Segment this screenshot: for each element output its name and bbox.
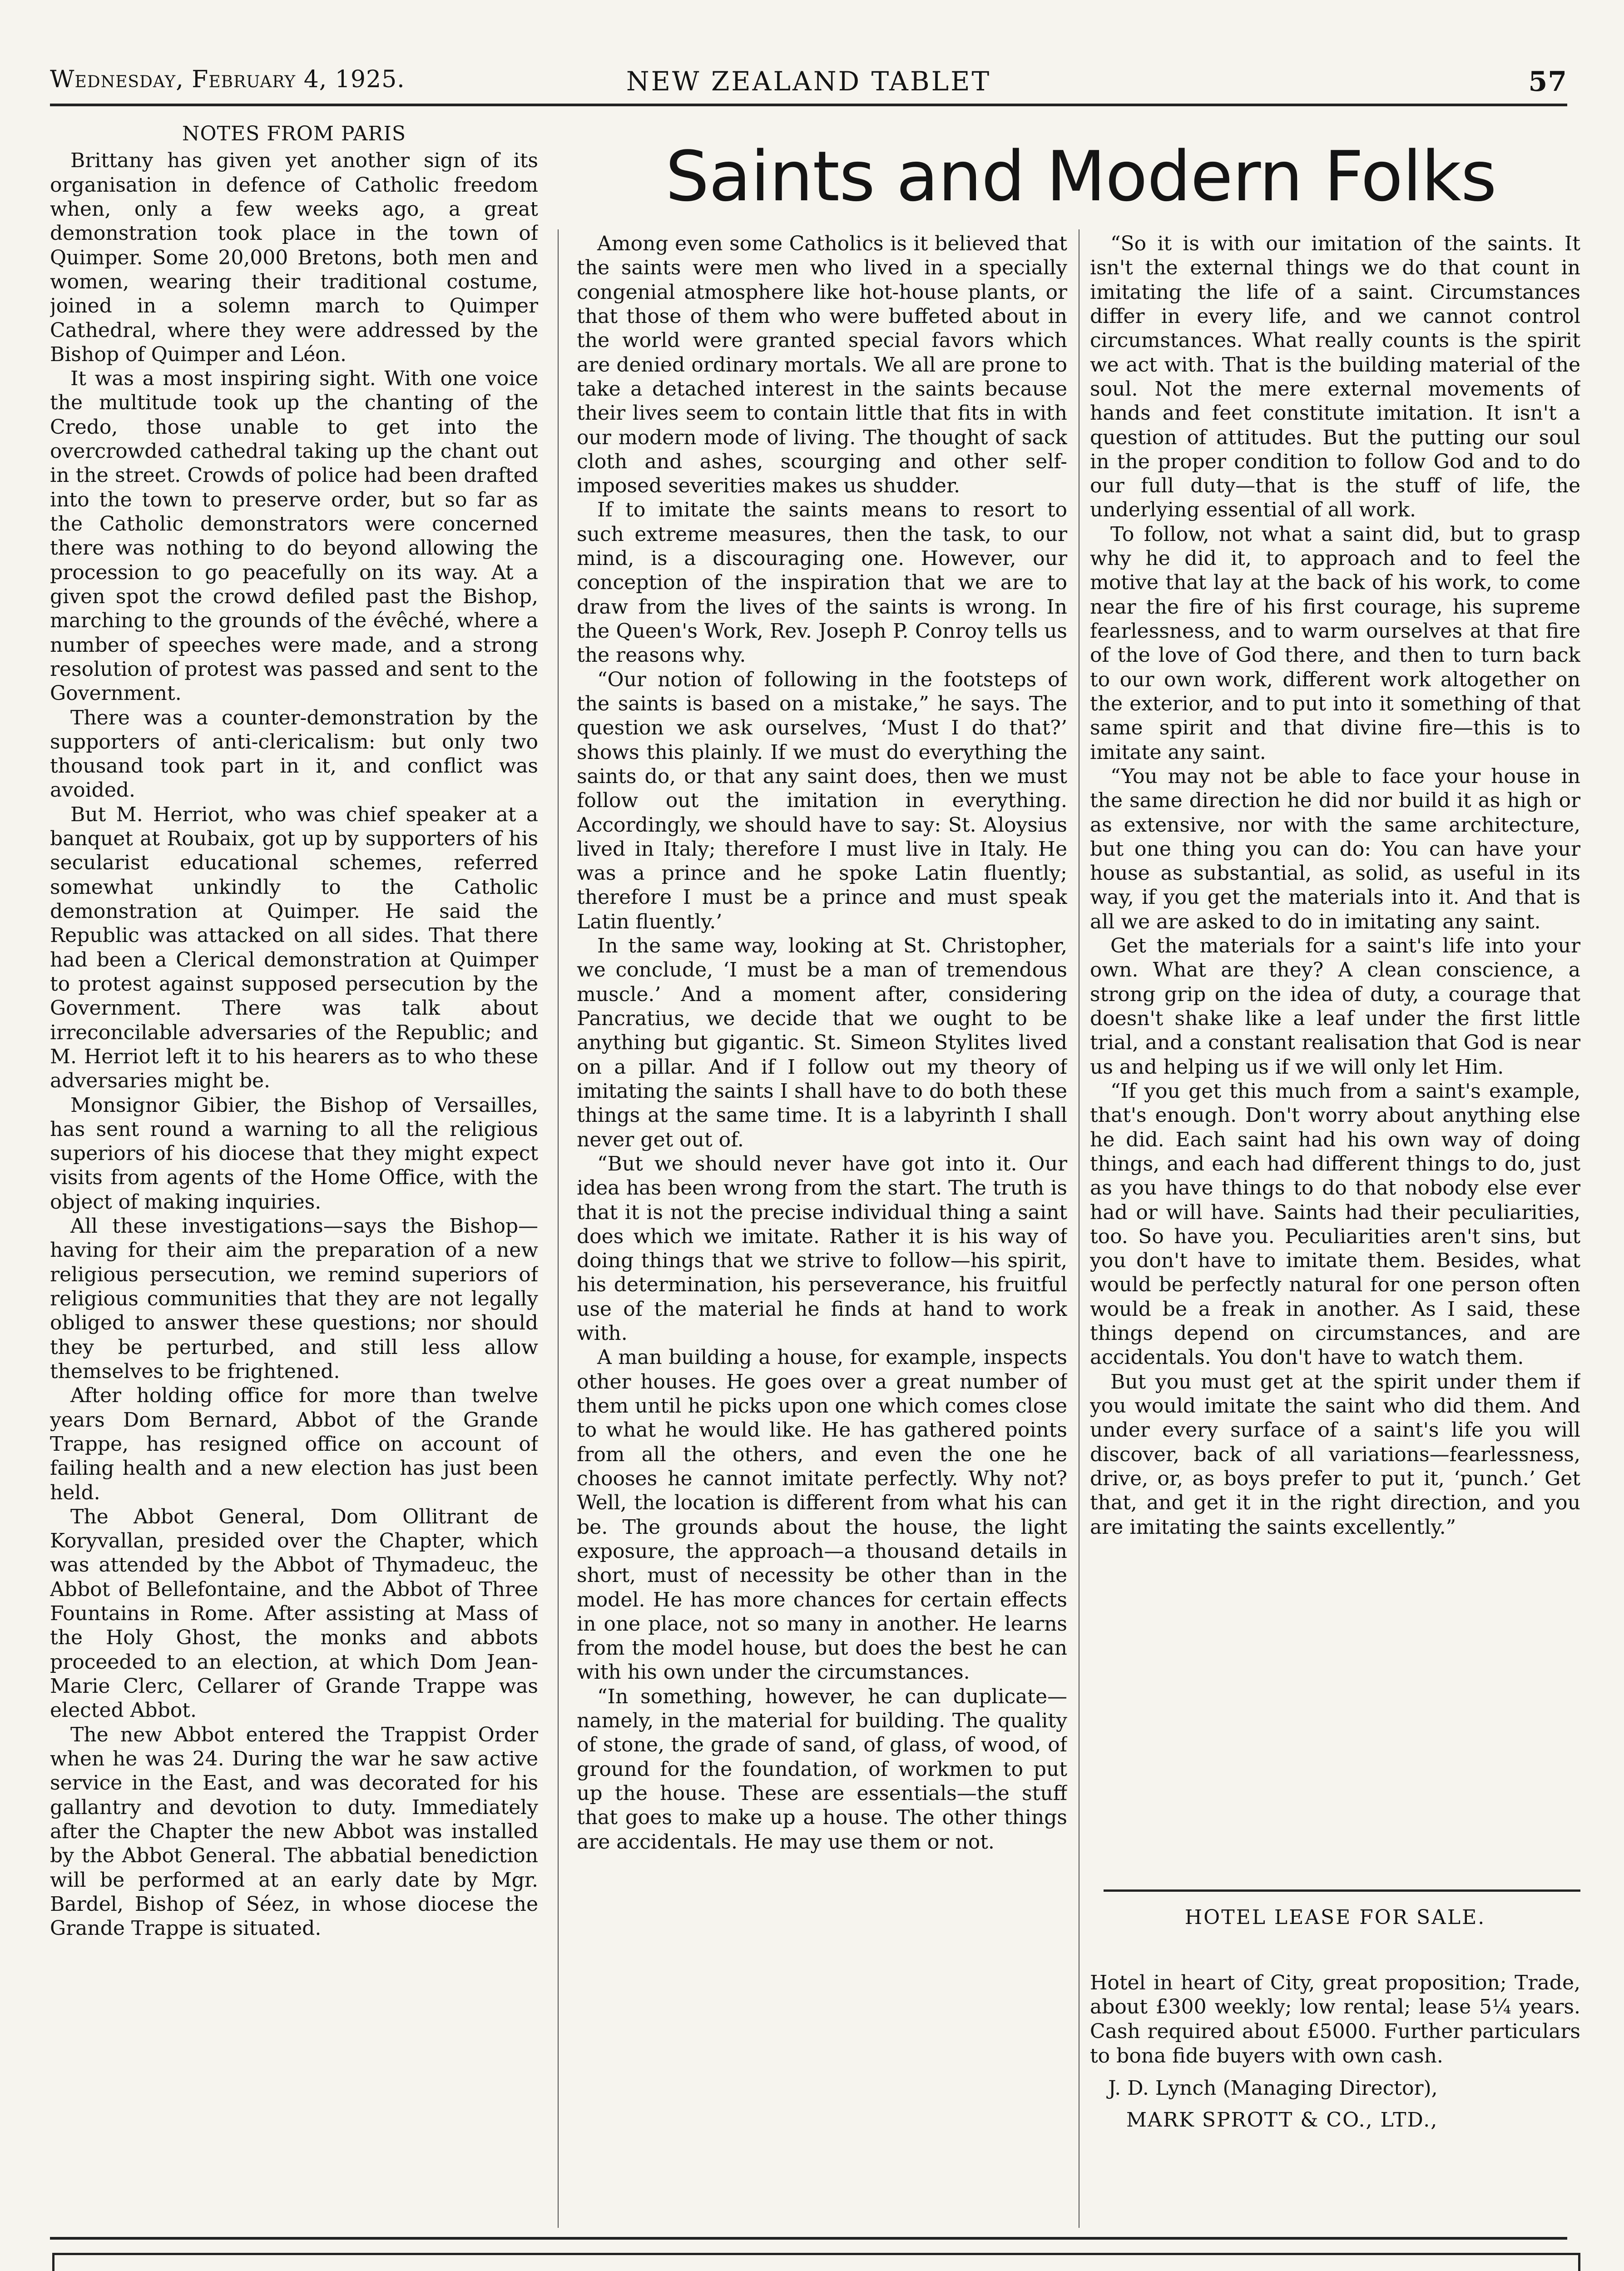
saints-paragraph: “Our notion of following in the footsteps of the saints is based on a mistake,” he says. The question we ask ourselves, ‘Must I do that?’ shows this plainly. If we must do everything the saints do, or that any saint does, then we must follow out the imitation in everything. Accordingly, we should have to say: St. Aloysius lived in Italy; therefore I must live in Italy. He was a prince and he spoke Latin fluently; therefore I must be a prince and must speak Latin fluently.’ xyxy=(577,668,1067,933)
paris-paragraph: The Abbot General, Dom Ollitrant de Koryvallan, presided over the Chapter, which was attended by the Abbot of Thymadeuc, the Abbot of Bellefontaine, and the Abbot of Three Fountains in Rome. After assisting at Mass of the Holy Ghost, the monks and abbots proceeded to an election, at which Dom Jean-Marie Clerc, Cellarer of Grande Trappe was elected Abbot. xyxy=(50,1505,538,1722)
saints-paragraph: To follow, not what a saint did, but to grasp why he did it, to approach and to feel the motive that lay at the back of his work, to come near the fire of his first courage, his supreme fearlessness, and to warm ourselves at that fire of the love of God there, and then to turn back to our own work, different work altogether on the exterior, and to put into it something of that same spirit and that divine fire—this is to imitate any saint. xyxy=(1090,522,1580,764)
column-divider xyxy=(558,229,559,2228)
paris-paragraph: After holding office for more than twelve years Dom Bernard, Abbot of the Grande Trappe, has resigned office on account of failing health and a new election has just been held. xyxy=(50,1384,538,1504)
paris-paragraph: Brittany has given yet another sign of its organisation in defence of Catholic freedom when, only a few weeks ago, a great demonstration took place in the town of Quimper. Some 20,000 Bretons, both men and women, wearing their traditional costume, joined in a solemn march to Quimper Cathedral, where they were addressed by the Bishop of Quimper and Léon. xyxy=(50,149,538,366)
header-rule xyxy=(50,104,1567,106)
paris-paragraph: The new Abbot entered the Trappist Order when he was 24. During the war he saw active service in the East, and was decorated for his gallantry and devotion to duty. Immediately after the Chapter the new Abbot was installed by the Abbot General. The abbatial benediction will be performed at an early date by Mgr. Bardel, Bishop of Séez, in whose diocese the Grande Trappe is situated. xyxy=(50,1723,538,1940)
saints-column-left xyxy=(577,232,1067,2232)
saints-paragraph: In the same way, looking at St. Christopher, we conclude, ‘I must be a man of tremendous muscle.’ And a moment after, considering Pancratius, we decide that we ought to be anything but gigantic. St. Simeon Stylites lived on a pillar. And if I follow out my theory of imitating the saints I shall have to do both these things at the same time. It is a labyrinth I shall never get out of. xyxy=(577,934,1067,1151)
issue-date: Wednesday, February 4, 1925. xyxy=(50,66,405,93)
paris-paragraph: All these investigations—says the Bishop—having for their aim the preparation of a new religious persecution, we remind superiors of religious communities that they are not legally obliged to answer these questions; nor should they be perturbed, and still less allow themselves to be frightened. xyxy=(50,1215,538,1383)
saints-paragraph: “You may not be able to face your house in the same direction he did nor build it as high or as extensive, nor with the same architecture, but one thing you can do: You can have your house as substantial, as solid, as useful in its way, if you get the materials into it. And that is all we are asked to do in imitating any saint. xyxy=(1090,764,1580,933)
saints-paragraph: A man building a house, for example, inspects other houses. He goes over a great number of them until he picks upon one which comes close to what he would like. He has gathered points from all the others, and even the one he chooses he cannot imitate perfectly. Why not? Well, the location is different from what his can be. The grounds about the house, the light exposure, the approach—a thousand details in short, must of necessity be other than in the model. He has more chances for certain effects in one place, not so many in another. He learns from the model house, but does the best he can with his own under the circumstances. xyxy=(577,1346,1067,1684)
article-title: Saints and Modern Folks xyxy=(665,136,1496,217)
footer-rule xyxy=(50,2237,1567,2240)
paris-paragraph: It was a most inspiring sight. With one voice the multitude took up the chanting of the Credo, those unable to get into the overcrowded cathedral taking up the chant out in the street. Crowds of police had been drafted into the town to preserve order, but so far as the Catholic demonstrators were concerned there was nothing to do beyond allowing the procession to go peacefully on its way. At a given spot the crowd defiled past the Bishop, marching to the grounds of the évêché, where a number of speeches were made, and a strong resolution of protest was passed and sent to the Government. xyxy=(50,367,538,705)
paris-heading: NOTES FROM PARIS xyxy=(182,122,406,145)
saints-paragraph: Among even some Catholics is it believed that the saints were men who lived in a specially congenial atmosphere like hot-house plants, or that those of them who were buffeted about in the world were granted special favors which are denied ordinary mortals. We all are prone to take a detached interest in the saints because their lives seem to contain little that fits in with our modern mode of living. The thought of sack cloth and ashes, scourging and other self-imposed severities makes us shudder. xyxy=(577,232,1067,498)
saints-column-right xyxy=(1090,232,1580,1878)
ad-rule-top xyxy=(1104,1889,1580,1892)
ad-firm: MARK SPROTT & CO., LTD., xyxy=(1126,2108,1438,2132)
hotel-ad xyxy=(1090,1905,1580,2132)
paris-paragraph: Monsignor Gibier, the Bishop of Versailles, has sent round a warning to all the religious superiors of his diocese that they might expect visits from agents of the Home Office, with the object of making inquiries. xyxy=(50,1093,538,1214)
ad-title: HOTEL LEASE FOR SALE. xyxy=(1184,1906,1486,1929)
ad-body: Hotel in heart of City, great proposition; Trade, about £300 weekly; low rental; lease 5¼ years. Cash required about £5000. Further particulars to bona fide buyers with own cash. xyxy=(1090,1971,1580,2068)
page-header xyxy=(50,61,1567,102)
paris-column xyxy=(50,122,538,2225)
masthead: NEW ZEALAND TABLET xyxy=(626,66,991,97)
page-number: 57 xyxy=(1528,66,1567,98)
saints-paragraph: “But we should never have got into it. Our idea has been wrong from the start. The truth is that it is not the precise individual thing a saint does which we imitate. Rather it is his way of doing things that we strive to follow—his spirit, his determination, his perseverance, his fruitful use of the material he finds at hand to work with. xyxy=(577,1152,1067,1345)
saints-paragraph: “In something, however, he can duplicate—namely, in the material for building. The quality of stone, the grade of sand, of glass, of wood, of ground for the foundation, of workmen to put up the house. These are essentials—the stuff that goes to make up a house. The other things are accidentals. He may use them or not. xyxy=(577,1685,1067,1854)
saints-paragraph: Get the materials for a saint's life into your own. What are they? A clean conscience, a strong grip on the idea of duty, a courage that doesn't shake like a leaf under the first little trial, and a constant realisation that God is near us and helping us if we will only let Him. xyxy=(1090,934,1580,1079)
paris-paragraph: But M. Herriot, who was chief speaker at a banquet at Roubaix, got up by supporters of his secularist educational schemes, referred somewhat unkindly to the Catholic demonstration at Quimper. He said the Republic was attacked on all sides. That there had been a Clerical demonstration at Quimper to protest against supposed persecution by the Government. There was talk about irreconcilable adversaries of the Republic; and M. Herriot left it to his hearers as to who these adversaries might be. xyxy=(50,803,538,1093)
saints-paragraph: But you must get at the spirit under them if you would imitate the saint who did them. And under every surface of a saint's life you will discover, back of all variations—fearlessness, drive, or, as boys prefer to put it, ‘punch.’ Get that, and get it in the right direction, and you are imitating the saints excellently.” xyxy=(1090,1370,1580,1539)
ad-contact: J. D. Lynch (Managing Director), xyxy=(1108,2077,1438,2100)
paris-paragraph: There was a counter-demonstration by the supporters of anti-clericalism: but only two thousand took part in it, and conflict was avoided. xyxy=(50,706,538,802)
saints-paragraph: “So it is with our imitation of the saints. It isn't the external things we do that count in imitating the life of a saint. Circumstances differ in every life, and we cannot control circumstances. What really counts is the spirit we act with. That is the building material of the soul. Not the mere external movements of hands and feet constitute imitation. It isn't a question of attitudes. But the putting our soul in the proper condition to follow God and to do our full duty—that is the stuff of life, the underlying essential of all work. xyxy=(1090,232,1580,522)
saints-paragraph: If to imitate the saints means to resort to such extreme measures, then the task, to our mind, is a discouraging one. However, our conception of the inspiration that we are to draw from the lives of the saints is wrong. In the Queen's Work, Rev. Joseph P. Conroy tells us the reasons why. xyxy=(577,498,1067,667)
saints-paragraph: “If you get this much from a saint's example, that's enough. Don't worry about anything else he did. Each saint had his own way of doing things, and each had different things to do, just as you have things to do that nobody else ever had or will have. Saints had their peculiarities, too. So have you. Peculiarities aren't sins, but you don't have to imitate them. Besides, what would be perfectly natural for one person often would be a freak in another. As I said, these things depend on circumstances, and are accidentals. You don't have to watch them. xyxy=(1090,1079,1580,1369)
undertaker-banner xyxy=(52,2253,1580,2271)
